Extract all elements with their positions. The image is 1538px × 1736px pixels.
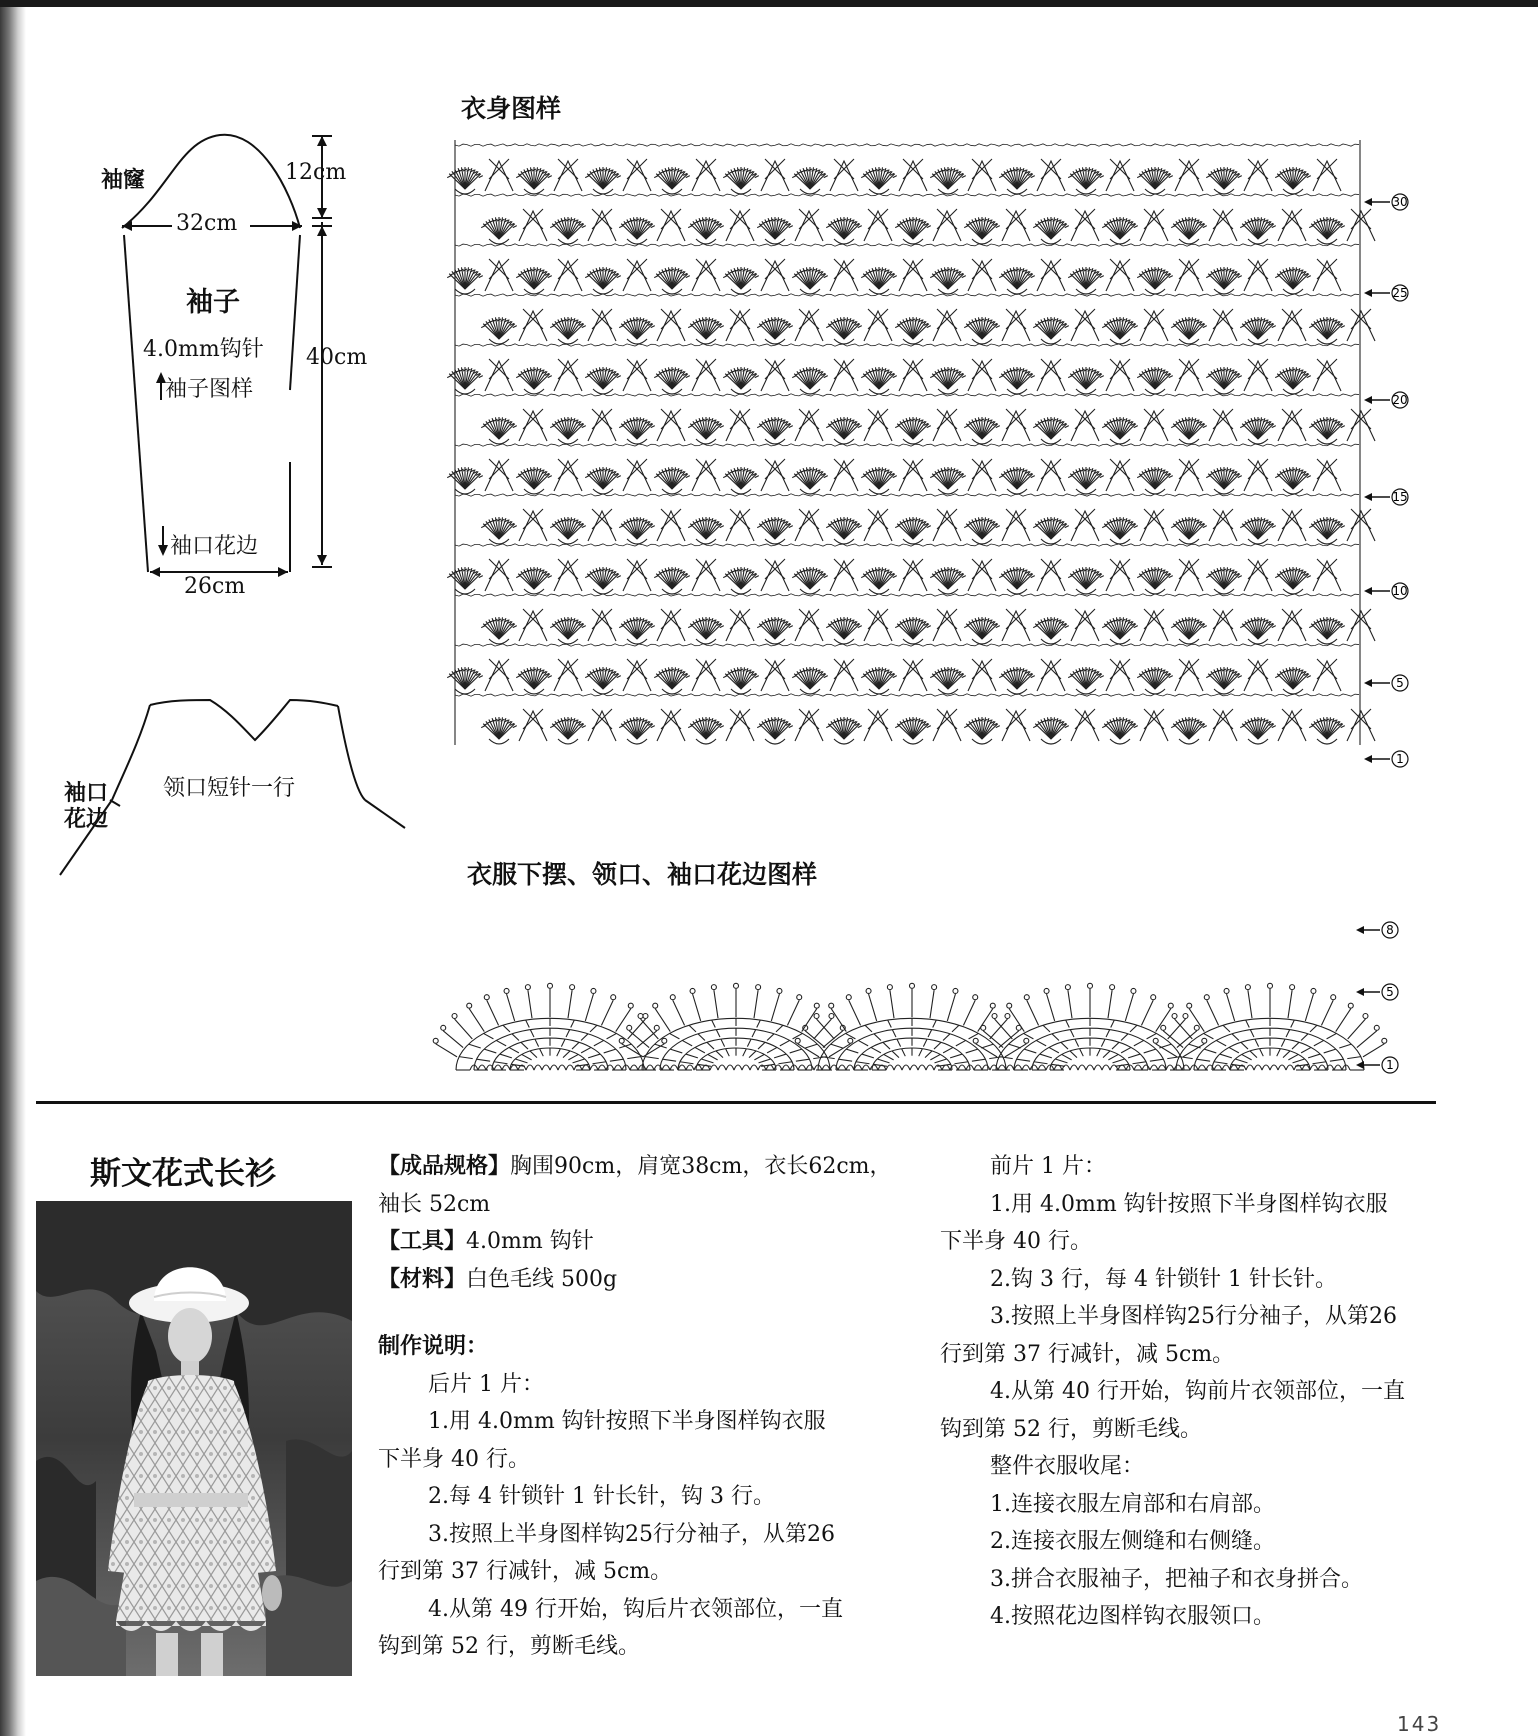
article-col-1: [378, 1148, 892, 1666]
spec-label: 【成品规格】: [378, 1154, 511, 1179]
back-step: 钩到第 52 行，剪断毛线。: [378, 1634, 640, 1659]
finish-title: 整件衣服收尾：: [990, 1454, 1145, 1479]
body-chart-title: 衣身图样: [461, 94, 562, 123]
spec-line: [378, 1148, 892, 1186]
edging-chart: [470, 910, 1430, 1085]
back-step: 行到第 37 行减针，减 5cm。: [378, 1559, 673, 1584]
finish-step: 1.连接衣服左肩部和右肩部。: [990, 1491, 1275, 1517]
body-row-marker: 1: [1396, 752, 1404, 766]
sleeve-pattern-note: 袖子图样: [165, 377, 254, 402]
tool-label: 【工具】: [378, 1229, 467, 1254]
edging-row-marker: 5: [1386, 985, 1394, 999]
sleeve-length: 40cm: [306, 345, 368, 370]
back-step: 1.用 4.0mm 钩针按照下半身图样钩衣服: [428, 1409, 826, 1434]
neckline-diagram: [0, 0, 420, 900]
edging-chart-title: 衣服下摆、领口、袖口花边图样: [467, 860, 818, 889]
body-row-marker: 10: [1392, 584, 1408, 598]
edging-row-marker: 8: [1386, 923, 1394, 937]
garment-photo: [36, 1201, 352, 1676]
body-row-marker: 30: [1392, 195, 1408, 209]
body-row-marker: 5: [1396, 676, 1404, 690]
front-step: 3.按照上半身图样钩25行分袖子，从第26: [990, 1304, 1397, 1329]
spec-text: 胸围90cm，肩宽38cm，衣长62cm，: [510, 1154, 892, 1179]
page-number: 143: [1397, 1712, 1442, 1736]
front-title: 前片 1 片：: [990, 1154, 1106, 1179]
article-title: 斯文花式长衫: [90, 1156, 276, 1192]
neck-cuff-label-1: 袖口: [64, 780, 109, 806]
neck-cuff-label-2: 花边: [64, 806, 109, 832]
back-step: 3.按照上半身图样钩25行分袖子，从第26: [428, 1521, 835, 1547]
article-col-2: [940, 1148, 1405, 1636]
sleeve-cap-height: 12cm: [285, 160, 347, 185]
finish-step: 4.按照花边图样钩衣服领口。: [990, 1604, 1275, 1629]
body-row-marker: 15: [1392, 490, 1408, 504]
back-step: 2.每 4 针锁针 1 针长针，钩 3 行。: [428, 1484, 775, 1509]
body-row-marker: 25: [1392, 286, 1408, 300]
section-divider: [36, 1101, 1436, 1104]
spec-line-2: 袖长 52cm: [378, 1191, 491, 1217]
neck-cuff-label: [64, 780, 108, 832]
sleeve-top-width: 32cm: [176, 211, 238, 236]
front-step: 2.钩 3 行，每 4 针锁针 1 针长针。: [990, 1266, 1337, 1292]
front-step: 1.用 4.0mm 钩针按照下半身图样钩衣服: [990, 1191, 1388, 1217]
front-step: 4.从第 40 行开始，钩前片衣领部位，一直: [990, 1379, 1405, 1404]
front-step: 行到第 37 行减针，减 5cm。: [940, 1341, 1235, 1367]
body-chart: [455, 140, 1408, 780]
sleeve-bottom-width: 26cm: [184, 574, 246, 599]
material-text: 白色毛线 500g: [466, 1266, 618, 1292]
neck-note: 领口短针一行: [163, 776, 296, 801]
back-title: 后片 1 片：: [428, 1371, 544, 1397]
front-step: 钩到第 52 行，剪断毛线。: [940, 1416, 1202, 1442]
body-row-marker: 20: [1392, 393, 1408, 407]
sleeve-cuff-note: 袖口花边: [170, 534, 259, 559]
finish-step: 2.连接衣服左侧缝和右侧缝。: [990, 1529, 1275, 1554]
tool-text: 4.0mm 钩针: [466, 1229, 594, 1254]
edging-row-marker: 1: [1386, 1058, 1394, 1072]
sleeve-cap-label: 袖窿: [101, 167, 146, 193]
sleeve-needle: 4.0mm钩针: [143, 337, 264, 362]
instructions-label: 制作说明：: [378, 1334, 489, 1359]
material-line: [378, 1261, 892, 1299]
finish-step: 3.拼合衣服袖子，把袖子和衣身拼合。: [990, 1566, 1363, 1592]
material-label: 【材料】: [378, 1266, 467, 1292]
back-step: 下半身 40 行。: [378, 1446, 530, 1472]
sleeve-title: 袖子: [186, 287, 240, 318]
back-step: 4.从第 49 行开始，钩后片衣领部位，一直: [428, 1596, 843, 1622]
front-step: 下半身 40 行。: [940, 1229, 1092, 1254]
tool-line: [378, 1223, 892, 1261]
